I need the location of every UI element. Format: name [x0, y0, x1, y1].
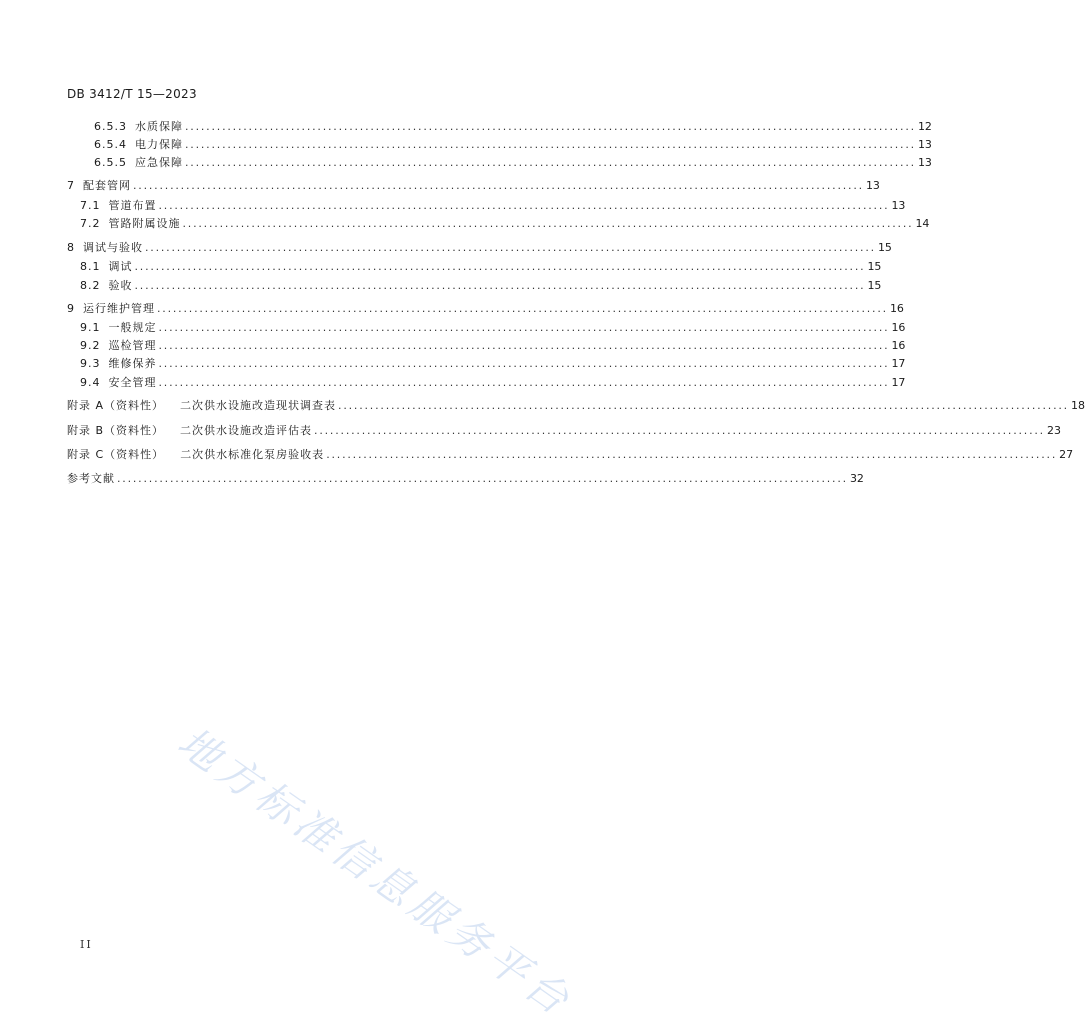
toc-leader-dots: .......................................................................................................................................... — [185, 156, 916, 169]
toc-entry-title: 配套管网 — [83, 179, 131, 192]
toc-entry-page: 15 — [867, 279, 882, 292]
toc-entry-number: 9.4 — [80, 376, 101, 389]
toc-entry-number: 8.1 — [80, 260, 101, 273]
toc-entry-title: 应急保障 — [135, 156, 183, 169]
toc-leader-dots: .......................................................................................................................................... — [158, 199, 890, 212]
toc-entry-page: 15 — [877, 241, 892, 254]
toc-entry[interactable] — [67, 447, 1074, 463]
toc-entry-number: 9 — [67, 302, 75, 315]
toc-entry[interactable] — [80, 320, 906, 336]
toc-entry[interactable] — [80, 375, 906, 391]
toc-entry-title: 验收 — [108, 279, 133, 292]
toc-leader-dots: .......................................................................................................................................... — [133, 179, 864, 192]
toc-entry-number: 9.2 — [80, 339, 101, 352]
toc-entry[interactable] — [67, 471, 864, 487]
toc-entry-number: 8 — [67, 241, 75, 254]
toc-entry-number: 9.1 — [80, 321, 101, 334]
toc-leader-dots: .......................................................................................................................................... — [338, 399, 1069, 412]
toc-entry-title: 二次供水设施改造现状调查表 — [180, 399, 337, 412]
toc-entry-title: 二次供水设施改造评估表 — [180, 424, 313, 437]
toc-entry-page: 23 — [1046, 424, 1061, 437]
toc-entry-page: 16 — [891, 339, 906, 352]
toc-leader-dots: .......................................................................................................................................... — [117, 472, 848, 485]
toc-leader-dots: .......................................................................................................................................... — [134, 260, 866, 273]
toc-entry-page: 16 — [891, 321, 906, 334]
toc-entry-number: 8.2 — [80, 279, 101, 292]
toc-entry-title: 电力保障 — [135, 138, 183, 151]
toc-entry-page: 32 — [849, 472, 864, 485]
toc-entry-title: 水质保障 — [135, 120, 183, 133]
toc-leader-dots: .......................................................................................................................................... — [182, 217, 914, 230]
toc-entry-number: 9.3 — [80, 357, 101, 370]
toc-entry-page: 15 — [867, 260, 882, 273]
toc-entry[interactable] — [67, 398, 1085, 414]
toc-entry-title: 维修保养 — [108, 357, 157, 370]
toc-entry-page: 14 — [915, 217, 930, 230]
page-number-footer: II — [80, 938, 93, 951]
toc-entry[interactable] — [67, 301, 904, 317]
toc-entry[interactable] — [67, 423, 1061, 439]
toc-entry-page: 13 — [917, 138, 932, 151]
toc-entry[interactable] — [67, 178, 880, 194]
toc-entry-number: 附录 C（资料性） — [67, 448, 165, 461]
toc-entry[interactable] — [94, 119, 932, 135]
toc-entry-number: 7.1 — [80, 199, 101, 212]
toc-leader-dots: .......................................................................................................................................... — [326, 448, 1058, 461]
toc-entry-number: 6.5.3 — [94, 120, 127, 133]
toc-entry[interactable] — [67, 240, 892, 256]
toc-leader-dots: .......................................................................................................................................... — [158, 357, 890, 370]
toc-leader-dots: .......................................................................................................................................... — [134, 279, 866, 292]
toc-entry-number: 7.2 — [80, 217, 101, 230]
toc-entry-number: 6.5.5 — [94, 156, 127, 169]
toc-entry[interactable] — [94, 155, 932, 171]
toc-entry-title: 二次供水标准化泵房验收表 — [180, 448, 325, 461]
toc-leader-dots: .......................................................................................................................................... — [185, 138, 916, 151]
toc-entry-page: 17 — [891, 376, 906, 389]
toc-leader-dots: .......................................................................................................................................... — [185, 120, 916, 133]
toc-entry-title: 安全管理 — [108, 376, 157, 389]
watermark-text: 地方标准信息服务平台 — [169, 717, 582, 1027]
toc-entry-number: 7 — [67, 179, 75, 192]
toc-entry-page: 18 — [1070, 399, 1085, 412]
toc-entry-title: 参考文献 — [67, 472, 115, 485]
toc-entry-title: 管路附属设施 — [108, 217, 181, 230]
toc-leader-dots: .......................................................................................................................................... — [158, 376, 890, 389]
toc-entry-page: 16 — [889, 302, 904, 315]
toc-entry-page: 13 — [865, 179, 880, 192]
toc-entry-number: 6.5.4 — [94, 138, 127, 151]
toc-entry-title: 运行维护管理 — [83, 302, 155, 315]
toc-entry[interactable] — [80, 338, 906, 354]
toc-leader-dots: .......................................................................................................................................... — [314, 424, 1045, 437]
document-id-header: DB 3412/T 15—2023 — [67, 87, 197, 101]
toc-entry-page: 13 — [891, 199, 906, 212]
toc-entry-title: 一般规定 — [108, 321, 157, 334]
toc-entry[interactable] — [94, 137, 932, 153]
toc-entry[interactable] — [80, 356, 906, 372]
toc-entry-page: 12 — [917, 120, 932, 133]
toc-entry-title: 管道布置 — [108, 199, 157, 212]
toc-leader-dots: .......................................................................................................................................... — [145, 241, 876, 254]
toc-entry-title: 调试 — [108, 260, 133, 273]
toc-entry-number: 附录 B（资料性） — [67, 424, 165, 437]
toc-entry-page: 17 — [891, 357, 906, 370]
toc-entry-title: 巡检管理 — [108, 339, 157, 352]
toc-entry-number: 附录 A（资料性） — [67, 399, 165, 412]
toc-leader-dots: .......................................................................................................................................... — [158, 339, 890, 352]
toc-entry-page: 13 — [917, 156, 932, 169]
toc-leader-dots: .......................................................................................................................................... — [158, 321, 890, 334]
toc-entry[interactable] — [80, 216, 930, 232]
toc-entry[interactable] — [80, 278, 882, 294]
toc-entry[interactable] — [80, 259, 882, 275]
toc-entry-page: 27 — [1059, 448, 1074, 461]
toc-entry[interactable] — [80, 198, 906, 214]
toc-leader-dots: .......................................................................................................................................... — [157, 302, 888, 315]
toc-entry-title: 调试与验收 — [83, 241, 143, 254]
